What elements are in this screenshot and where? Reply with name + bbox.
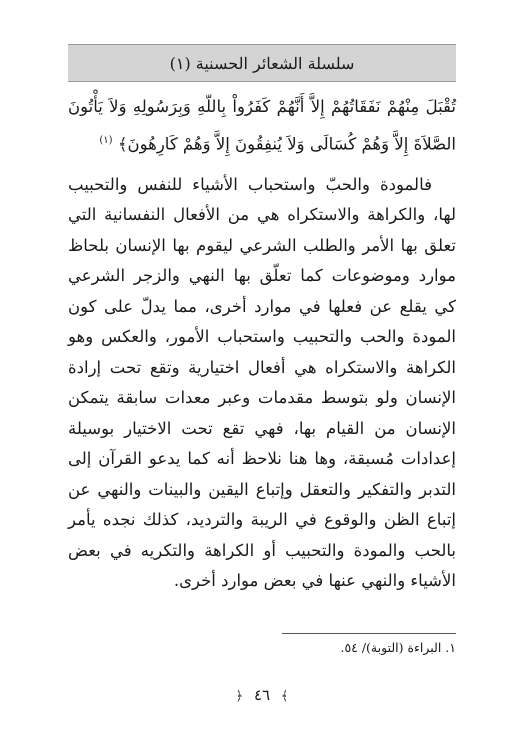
page-content	[68, 90, 456, 597]
series-title: سلسلة الشعائر الحسنية (١)	[169, 53, 355, 73]
ornament-right-icon: ﴾	[280, 689, 289, 704]
page-number-block	[0, 686, 524, 704]
footnote-divider	[282, 633, 456, 634]
verse-text: تُقْبَلَ مِنْهُمْ نَفَقَاتُهُمْ إِلاَّ أَنَّهُمْ كَفَرُواْ بِاللّهِ وَبِرَسُولِهِ وَلاَ يَأْتُونَ الصَّلاَةَ إِلاَّ وَهُمْ كُسَالَى وَلاَ يُنفِقُونَ إِلاَّ وَهُمْ كَارِهُونَ﴾	[68, 97, 456, 154]
quran-verse	[68, 90, 456, 162]
running-header	[68, 44, 456, 82]
body-paragraph: فالمودة والحبّ واستحباب الأشياء للنفس والتحبيب لها، والكراهة والاستكراه هي من الأفعال النفسانية التي تعلق بها الأمر والطلب الشرعي ليقوم بها الإنسان بلحاظ موارد وموضوعات كما تعلّق بها النهي والزجر الشرعي كي يقلع عن فعلها في موارد أخرى، مما يدلّ على كون المودة والحب والتحبيب واستحباب الأمور، والعكس وهو الكراهة والاستكراه هي أفعال اختيارية وتقع تحت إرادة الإنسان ولو بتوسط مقدمات وعبر معدات سابقة يتمكن الإنسان من القيام بها، فهي تقع تحت الاختيار بوسيلة إعدادات مُسبقة، وها هنا نلاحظ أنه كما يدعو القرآن إلى التدبر والتفكير والتعقل وإتباع اليقين والبينات والنهي عن إتباع الظن والوقوع في الريبة والترديد، كذلك نجده يأمر بالحب والمودة والتحبيب أو الكراهة والتكريه في بعض الأشياء والنهي عنها في بعض موارد أخرى.	[68, 174, 456, 590]
page-number: ٤٦	[253, 686, 271, 704]
footnote: ١. البراءة (التوبة)/ ٥٤.	[340, 640, 456, 655]
footnote-reference[interactable]: (١)	[99, 135, 113, 146]
ornament-left-icon: ﴿	[235, 689, 244, 704]
